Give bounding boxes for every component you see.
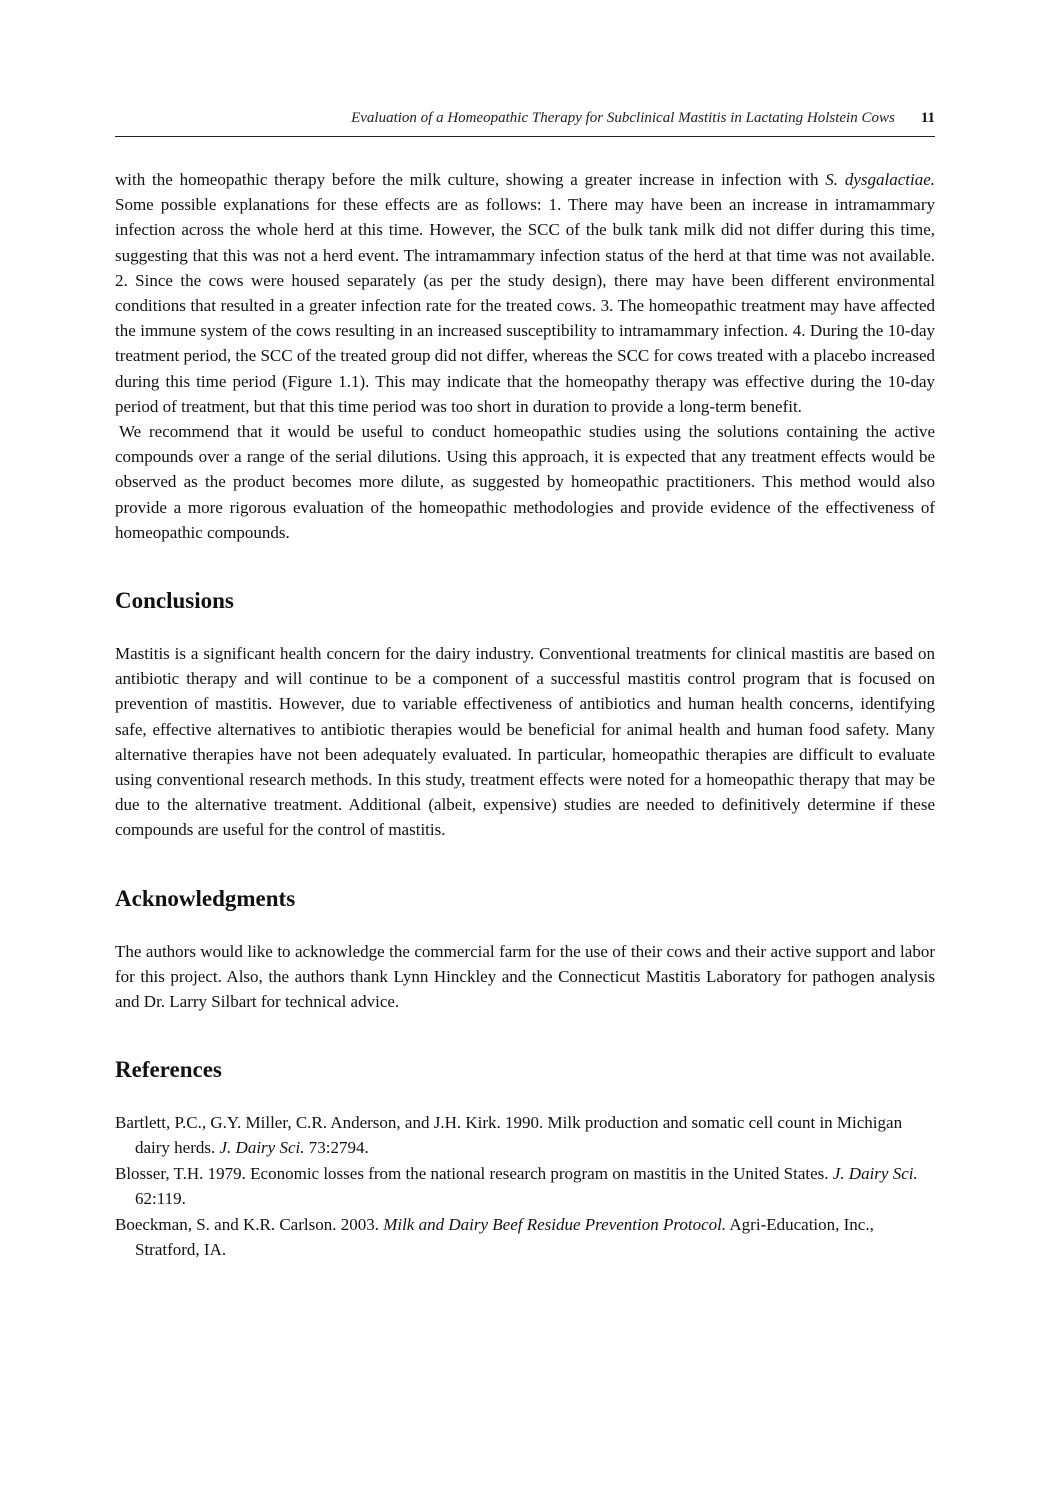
reference-volume: 62:119.	[135, 1189, 186, 1209]
acknowledgments-text: The authors would like to acknowledge the commercial farm for the use of their cows and their active support and labor for this project. Also, the authors thank Lynn Hinckley and the Connecticut Mastitis Laboratory for pathogen analysis and Dr. Larry Silbart for technical advice.	[115, 941, 935, 1012]
page	[115, 110, 935, 1263]
reference-text: Blosser, T.H. 1979. Economic losses from the national research program on mastitis in the United States.	[115, 1164, 833, 1184]
conclusions-text: Mastitis is a significant health concern for the dairy industry. Conventional treatments for clinical mastitis are based on antibiotic therapy and will continue to be a component of a successful mastitis control program that is focused on prevention of mastitis. However, due to variable effectiveness of antibiotics and human health concerns, identifying safe, effective alternatives to antibiotic therapies would be beneficial for animal health and human food safety. Many alternative therapies have not been adequately evaluated. In particular, homeopathic therapies are difficult to evaluate using conventional research methods. In this study, treatment effects were noted for a homeopathic therapy that may be due to the alternative treatment. Additional (albeit, expensive) studies are needed to definitively determine if these compounds are useful for the control of mastitis.	[115, 644, 935, 840]
body-paragraph-1-part-a: with the homeopathic therapy before the milk culture, showing a greater increase in infection with	[115, 170, 826, 189]
reference-text: Bartlett, P.C., G.Y. Miller, C.R. Anderson, and J.H. Kirk. 1990. Milk production and somatic cell count in Michigan dairy herds.	[115, 1113, 903, 1158]
references-heading: References	[115, 1057, 222, 1083]
reference-text: Boeckman, S. and K.R. Carlson. 2003.	[115, 1215, 384, 1235]
reference-item	[115, 1212, 935, 1262]
body-paragraph-2: We recommend that it would be useful to conduct homeopathic studies using the solutions containing the active compounds over a range of the serial dilutions. Using this approach, it is expected that any treatment effects would be observed as the product becomes more dilute, as suggested by homeopathic practitioners. This method would also provide a more rigorous evaluation of the homeopathic methodologies and provide evidence of the effectiveness of homeopathic compounds.	[115, 422, 935, 542]
reference-volume: 73:2794.	[304, 1138, 369, 1158]
acknowledgments-heading: Acknowledgments	[115, 885, 296, 911]
conclusions-heading: Conclusions	[115, 588, 234, 614]
species-name: S. dysgalactiae.	[825, 170, 936, 189]
body-paragraph-1-part-b: Some possible explanations for these effects are as follows: 1. There may have been an increase in intramammary infection across the whole herd at this time. However, the SCC of the bulk tank milk did not differ during this time, suggesting that this was not a herd event. The intramammary infection status of the herd at that time was not available. 2. Since the cows were housed separately (as per the study design), there may have been different environmental conditions that resulted in a greater infection rate for the treated cows. 3. The homeopathic treatment may have affected the immune system of the cows resulting in an increased susceptibility to intramammary infection. 4. During the 10-day treatment period, the SCC of the treated group did not differ, whereas the SCC for cows treated with a placebo increased during this time period (Figure 1.1). This may indicate that the homeopathy therapy was effective during the 10-day period of treatment, but that this time period was too short in duration to provide a long-term benefit.	[115, 195, 935, 416]
page-number: 11	[920, 110, 935, 126]
reference-title: Milk and Dairy Beef Residue Prevention Protocol.	[383, 1215, 727, 1235]
running-header	[115, 110, 935, 137]
reference-journal: J. Dairy Sci.	[219, 1138, 305, 1158]
reference-journal: J. Dairy Sci.	[832, 1164, 918, 1184]
body-paragraph-1	[115, 167, 935, 419]
reference-item	[115, 1161, 935, 1211]
reference-publisher: Agri-Education, Inc., Stratford, IA.	[135, 1215, 874, 1260]
running-title: Evaluation of a Homeopathic Therapy for Subclinical Mastitis in Lactating Holstein Cows	[351, 110, 895, 126]
reference-list	[115, 1110, 935, 1262]
reference-item	[115, 1110, 935, 1160]
